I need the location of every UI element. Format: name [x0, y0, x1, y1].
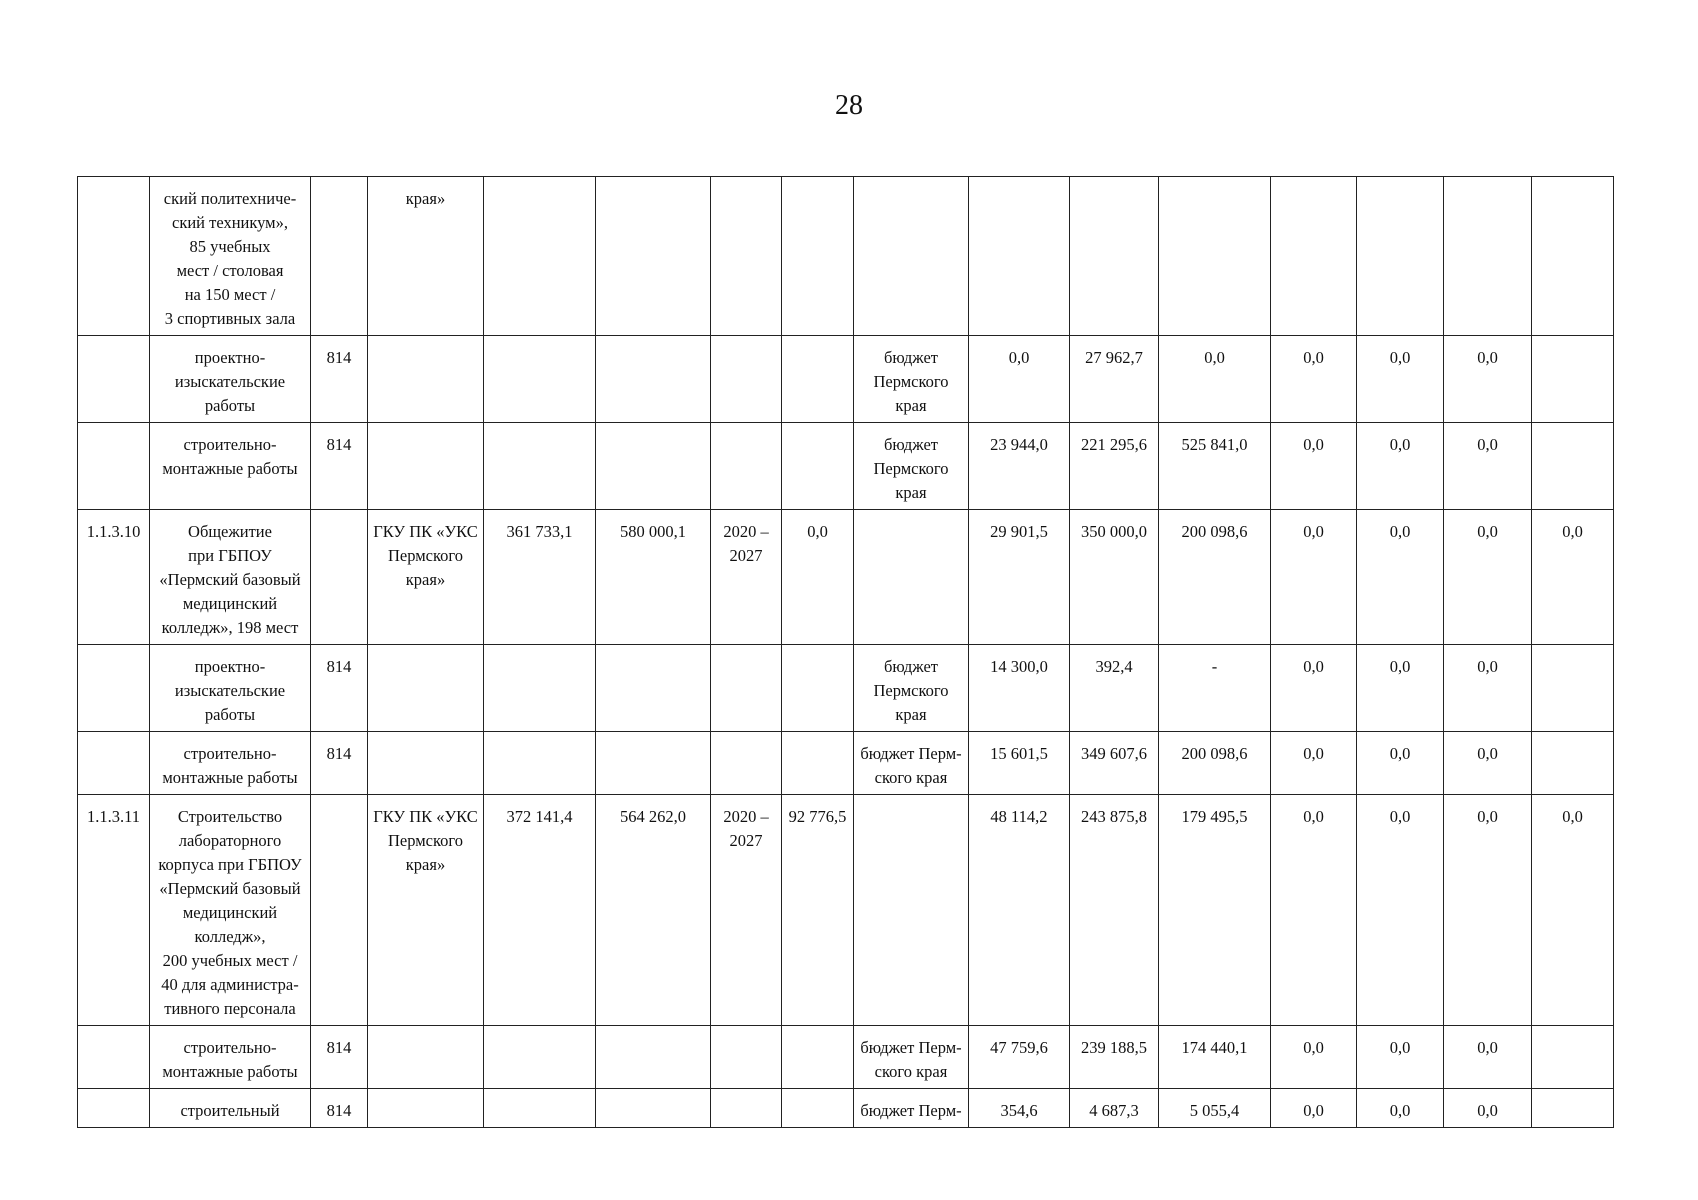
year-1-cell: 47 759,6: [969, 1026, 1070, 1089]
period-cell: 2020 – 2027: [711, 510, 782, 645]
year-4-cell: 0,0: [1271, 1026, 1357, 1089]
executor-cell: [368, 1026, 484, 1089]
period-cell: 2020 – 2027: [711, 795, 782, 1026]
period-cell: [711, 645, 782, 732]
year-1-cell: 354,6: [969, 1089, 1070, 1128]
year-1-cell: 48 114,2: [969, 795, 1070, 1026]
cost-cell: [596, 645, 711, 732]
spent-cell: [782, 1026, 854, 1089]
cost-cell: [596, 1089, 711, 1128]
year-5-cell: 0,0: [1357, 1026, 1444, 1089]
executor-cell: края»: [368, 177, 484, 336]
year-7-cell: [1532, 336, 1614, 423]
year-5-cell: 0,0: [1357, 732, 1444, 795]
executor-cell: [368, 645, 484, 732]
table-row: [78, 1089, 1614, 1128]
cost-total-cell: [484, 177, 596, 336]
year-2-cell: [1070, 177, 1159, 336]
page-number: 28: [835, 90, 863, 121]
name-cell: строительно- монтажные работы: [150, 732, 311, 795]
year-2-cell: 4 687,3: [1070, 1089, 1159, 1128]
grbs-cell: 814: [311, 732, 368, 795]
year-6-cell: [1444, 177, 1532, 336]
year-2-cell: 350 000,0: [1070, 510, 1159, 645]
year-4-cell: [1271, 177, 1357, 336]
year-4-cell: 0,0: [1271, 795, 1357, 1026]
year-3-cell: 174 440,1: [1159, 1026, 1271, 1089]
period-cell: [711, 1026, 782, 1089]
cost-total-cell: [484, 732, 596, 795]
funding-source-cell: бюджет Перм- ского края: [854, 732, 969, 795]
year-6-cell: 0,0: [1444, 732, 1532, 795]
name-cell: строительно- монтажные работы: [150, 423, 311, 510]
grbs-cell: 814: [311, 336, 368, 423]
year-6-cell: 0,0: [1444, 423, 1532, 510]
year-2-cell: 27 962,7: [1070, 336, 1159, 423]
name-cell: строительный: [150, 1089, 311, 1128]
cost-cell: [596, 1026, 711, 1089]
table-row: [78, 645, 1614, 732]
year-4-cell: 0,0: [1271, 645, 1357, 732]
period-cell: [711, 732, 782, 795]
year-5-cell: 0,0: [1357, 423, 1444, 510]
code-cell: [78, 732, 150, 795]
executor-cell: ГКУ ПК «УКС Пермского края»: [368, 510, 484, 645]
period-cell: [711, 177, 782, 336]
name-cell: проектно- изыскательские работы: [150, 336, 311, 423]
year-3-cell: 525 841,0: [1159, 423, 1271, 510]
funding-source-cell: [854, 177, 969, 336]
cost-total-cell: [484, 336, 596, 423]
year-2-cell: 221 295,6: [1070, 423, 1159, 510]
year-6-cell: 0,0: [1444, 336, 1532, 423]
funding-source-cell: бюджет Перм-: [854, 1089, 969, 1128]
grbs-cell: 814: [311, 1026, 368, 1089]
cost-total-cell: 372 141,4: [484, 795, 596, 1026]
grbs-cell: [311, 177, 368, 336]
grbs-cell: 814: [311, 645, 368, 732]
table-row: [78, 1026, 1614, 1089]
year-3-cell: 0,0: [1159, 336, 1271, 423]
period-cell: [711, 423, 782, 510]
spent-cell: [782, 336, 854, 423]
funding-source-cell: [854, 510, 969, 645]
year-1-cell: 15 601,5: [969, 732, 1070, 795]
year-5-cell: 0,0: [1357, 645, 1444, 732]
year-1-cell: 23 944,0: [969, 423, 1070, 510]
code-cell: [78, 177, 150, 336]
year-4-cell: 0,0: [1271, 336, 1357, 423]
year-1-cell: [969, 177, 1070, 336]
cost-cell: 580 000,1: [596, 510, 711, 645]
cost-total-cell: 361 733,1: [484, 510, 596, 645]
year-7-cell: 0,0: [1532, 795, 1614, 1026]
name-cell: Строительство лабораторного корпуса при ГБПОУ «Пермский базовый медицинский колледж», 200 учебных мест / 40 для администра- тивного персонала: [150, 795, 311, 1026]
funding-source-cell: [854, 795, 969, 1026]
year-4-cell: 0,0: [1271, 732, 1357, 795]
spent-cell: 92 776,5: [782, 795, 854, 1026]
year-3-cell: 200 098,6: [1159, 732, 1271, 795]
year-1-cell: 0,0: [969, 336, 1070, 423]
code-cell: [78, 336, 150, 423]
year-6-cell: 0,0: [1444, 1026, 1532, 1089]
funding-source-cell: бюджет Перм- ского края: [854, 1026, 969, 1089]
year-2-cell: 239 188,5: [1070, 1026, 1159, 1089]
spent-cell: 0,0: [782, 510, 854, 645]
year-5-cell: 0,0: [1357, 510, 1444, 645]
year-5-cell: 0,0: [1357, 795, 1444, 1026]
cost-cell: [596, 336, 711, 423]
funding-source-cell: бюджет Пермского края: [854, 336, 969, 423]
cost-cell: [596, 423, 711, 510]
funding-source-cell: бюджет Пермского края: [854, 645, 969, 732]
cost-total-cell: [484, 423, 596, 510]
year-4-cell: 0,0: [1271, 510, 1357, 645]
cost-total-cell: [484, 1026, 596, 1089]
executor-cell: [368, 1089, 484, 1128]
code-cell: 1.1.3.11: [78, 795, 150, 1026]
name-cell: Общежитие при ГБПОУ «Пермский базовый медицинский колледж», 198 мест: [150, 510, 311, 645]
name-cell: ский политехниче- ский техникум», 85 учебных мест / столовая на 150 мест / 3 спортивных зала: [150, 177, 311, 336]
code-cell: [78, 645, 150, 732]
spent-cell: [782, 645, 854, 732]
cost-cell: [596, 177, 711, 336]
grbs-cell: [311, 510, 368, 645]
year-7-cell: [1532, 177, 1614, 336]
year-1-cell: 29 901,5: [969, 510, 1070, 645]
year-3-cell: 200 098,6: [1159, 510, 1271, 645]
year-7-cell: [1532, 1089, 1614, 1128]
table-row: [78, 423, 1614, 510]
year-4-cell: 0,0: [1271, 423, 1357, 510]
year-2-cell: 349 607,6: [1070, 732, 1159, 795]
funding-source-cell: бюджет Пермского края: [854, 423, 969, 510]
year-2-cell: 392,4: [1070, 645, 1159, 732]
year-5-cell: 0,0: [1357, 336, 1444, 423]
table-row: [78, 732, 1614, 795]
year-6-cell: 0,0: [1444, 510, 1532, 645]
year-7-cell: [1532, 732, 1614, 795]
cost-total-cell: [484, 645, 596, 732]
name-cell: проектно- изыскательские работы: [150, 645, 311, 732]
grbs-cell: 814: [311, 423, 368, 510]
table-row: [78, 510, 1614, 645]
year-3-cell: [1159, 177, 1271, 336]
spent-cell: [782, 177, 854, 336]
executor-cell: [368, 423, 484, 510]
period-cell: [711, 336, 782, 423]
year-7-cell: [1532, 423, 1614, 510]
code-cell: [78, 1026, 150, 1089]
table-row: [78, 177, 1614, 336]
spent-cell: [782, 423, 854, 510]
cost-total-cell: [484, 1089, 596, 1128]
year-7-cell: [1532, 1026, 1614, 1089]
year-3-cell: 5 055,4: [1159, 1089, 1271, 1128]
year-5-cell: [1357, 177, 1444, 336]
code-cell: [78, 423, 150, 510]
year-7-cell: 0,0: [1532, 510, 1614, 645]
grbs-cell: 814: [311, 1089, 368, 1128]
year-6-cell: 0,0: [1444, 1089, 1532, 1128]
spent-cell: [782, 1089, 854, 1128]
year-6-cell: 0,0: [1444, 795, 1532, 1026]
grbs-cell: [311, 795, 368, 1026]
year-3-cell: 179 495,5: [1159, 795, 1271, 1026]
code-cell: [78, 1089, 150, 1128]
executor-cell: [368, 336, 484, 423]
year-4-cell: 0,0: [1271, 1089, 1357, 1128]
year-6-cell: 0,0: [1444, 645, 1532, 732]
year-7-cell: [1532, 645, 1614, 732]
year-1-cell: 14 300,0: [969, 645, 1070, 732]
year-5-cell: 0,0: [1357, 1089, 1444, 1128]
budget-table: [77, 176, 1614, 1128]
table-row: [78, 336, 1614, 423]
spent-cell: [782, 732, 854, 795]
executor-cell: ГКУ ПК «УКС Пермского края»: [368, 795, 484, 1026]
executor-cell: [368, 732, 484, 795]
name-cell: строительно- монтажные работы: [150, 1026, 311, 1089]
table-row: [78, 795, 1614, 1026]
year-2-cell: 243 875,8: [1070, 795, 1159, 1026]
period-cell: [711, 1089, 782, 1128]
year-3-cell: -: [1159, 645, 1271, 732]
code-cell: 1.1.3.10: [78, 510, 150, 645]
cost-cell: 564 262,0: [596, 795, 711, 1026]
cost-cell: [596, 732, 711, 795]
